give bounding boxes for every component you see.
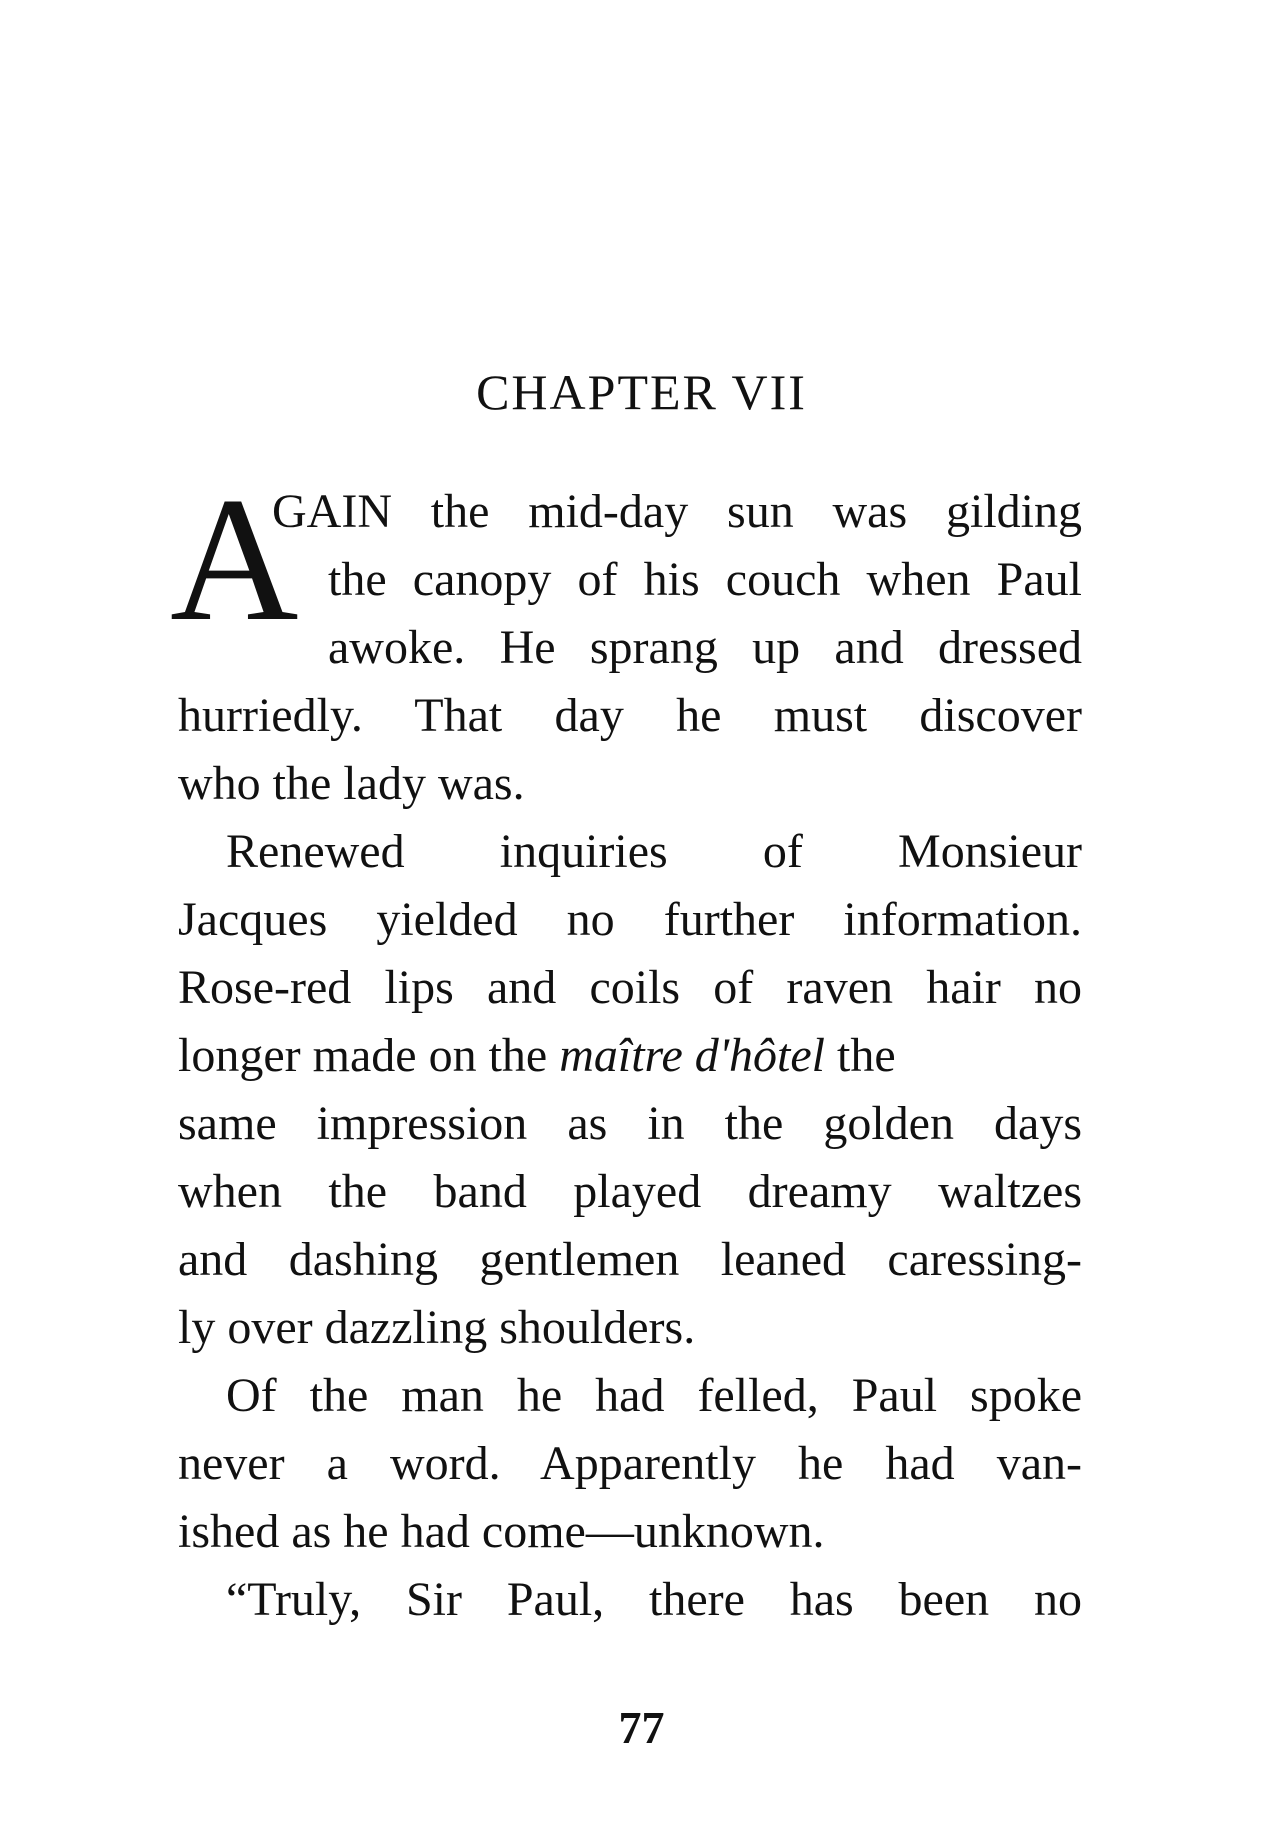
- paragraph2-line6: when the band played dreamy waltzes: [178, 1165, 1082, 1218]
- paragraph2-line5: same impression as in the golden days: [178, 1097, 1082, 1150]
- paragraph1-line3: awoke. He sprang up and dressed: [328, 621, 1082, 674]
- paragraph2-line4: [178, 1026, 1082, 1086]
- drop-cap: A: [170, 460, 299, 658]
- paragraph2-line1: Renewed inquiries of Monsieur: [226, 825, 1082, 878]
- maitre-dhotel-italic: maître d'hôtel: [559, 1029, 825, 1082]
- paragraph1-line5: who the lady was.: [178, 757, 525, 810]
- paragraph2-line7: and dashing gentlemen leaned caressing-: [178, 1233, 1082, 1286]
- paragraph1-line4: hurriedly. That day he must discover: [178, 689, 1082, 742]
- paragraph2-line4-end: the: [825, 1029, 896, 1082]
- paragraph2-line2: Jacques yielded no further information.: [178, 893, 1082, 946]
- chapter-heading: CHAPTER VII: [476, 364, 807, 420]
- paragraph2-line4-start: longer made on the: [178, 1029, 560, 1082]
- paragraph3-line2: never a word. Apparently he had van-: [178, 1437, 1082, 1490]
- paragraph2-line3: Rose-red lips and coils of raven hair no: [178, 961, 1082, 1014]
- paragraph3-line1: Of the man he had felled, Paul spoke: [226, 1369, 1082, 1422]
- paragraph2-line8: ly over dazzling shoulders.: [178, 1301, 696, 1354]
- page-number: 77: [618, 1702, 665, 1753]
- paragraph1-line1: GAIN the mid-day sun was gilding: [272, 485, 1082, 538]
- paragraph1-line2: the canopy of his couch when Paul: [328, 553, 1082, 606]
- paragraph4-line1: “Truly, Sir Paul, there has been no: [226, 1573, 1082, 1626]
- paragraph3-line3: ished as he had come—unknown.: [178, 1505, 825, 1558]
